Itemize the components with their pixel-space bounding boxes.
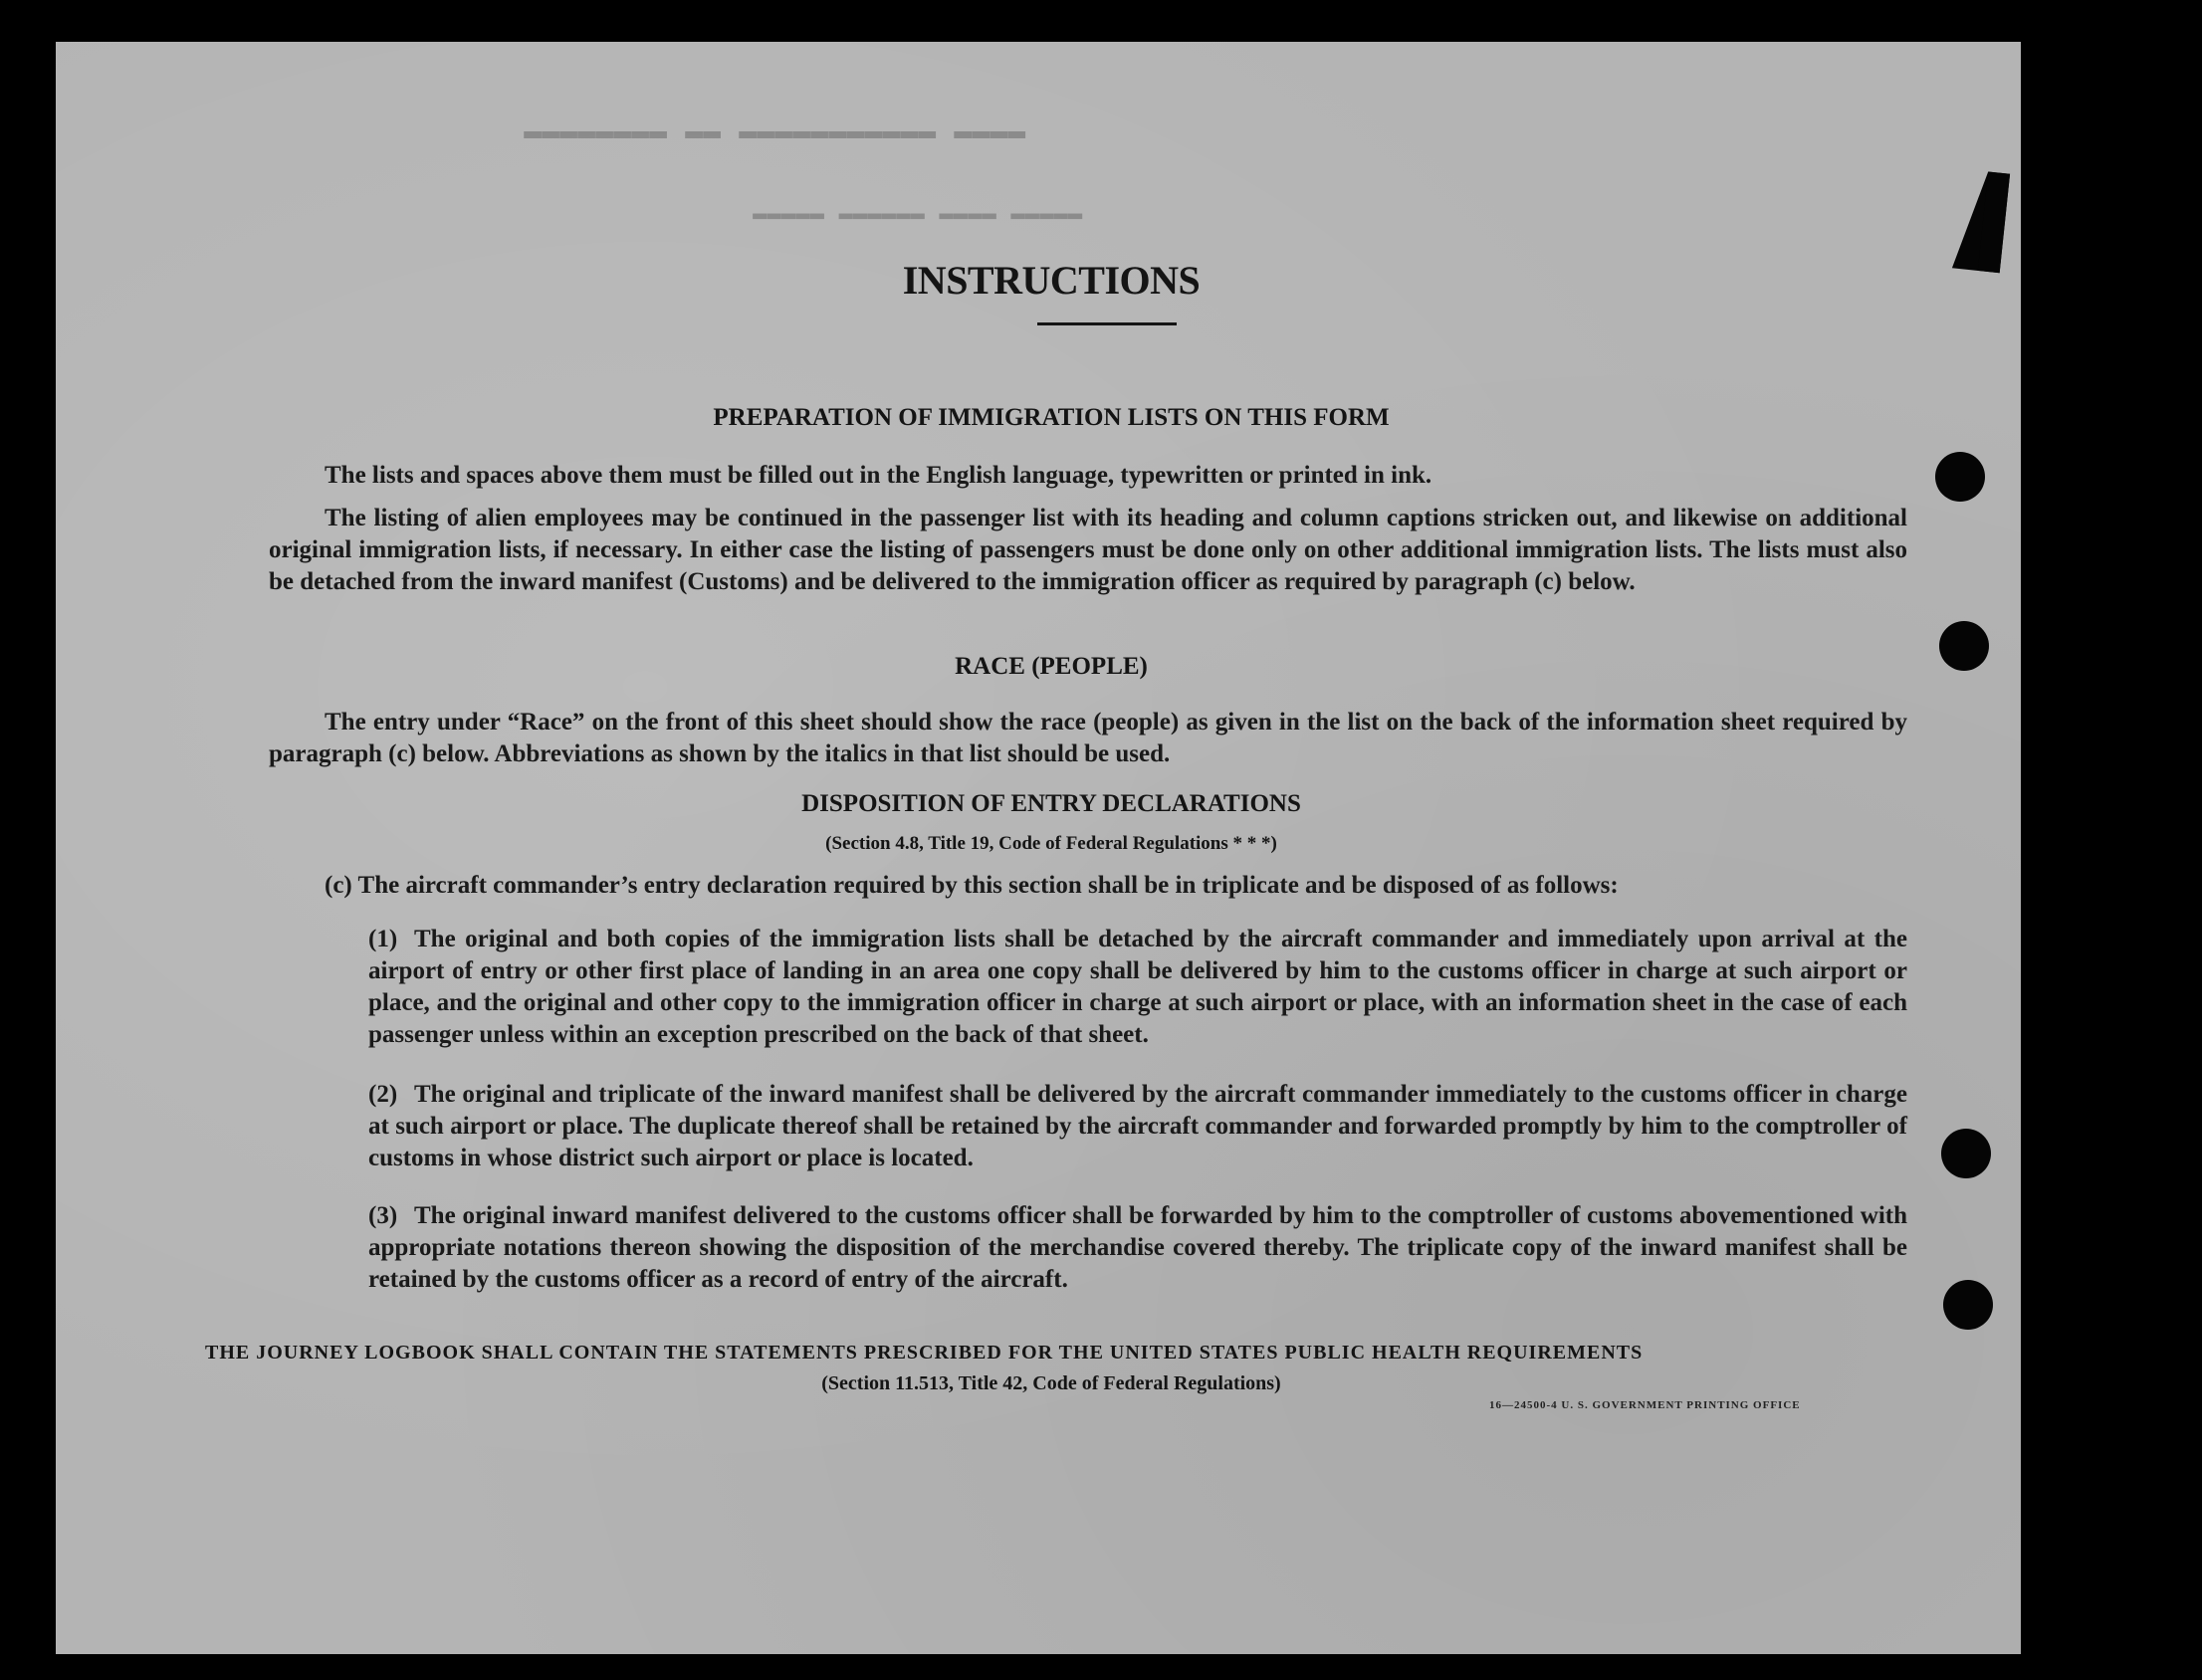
item-text: The original and triplicate of the inward manifest shall be delivered by the aircraft commander immediately to the customs officer in charge at such airport or place. The duplicate thereof shall be retained by the aircraft commander and forwarded promptly by him to the comptroller of customs in whose district such airport or place is located. <box>368 1081 1907 1171</box>
page-title: INSTRUCTIONS <box>902 258 1201 303</box>
document-sheet <box>56 42 2021 1654</box>
disposition-intro: (c) The aircraft commander’s entry declaration required by this section shall be in triplicate and be disposed of as follows: <box>325 872 1619 899</box>
bleed-through-texture-2: ▬▬▬▬▬ ▬▬▬▬ ▬▬▬▬▬▬ ▬▬▬▬▬ <box>753 201 1083 228</box>
item-number: (3) <box>368 1202 398 1229</box>
disposition-heading: DISPOSITION OF ENTRY DECLARATIONS <box>801 790 1301 817</box>
race-heading: RACE (PEOPLE) <box>955 653 1148 680</box>
disposition-subheading: (Section 4.8, Title 19, Code of Federal Regulations * * *) <box>825 833 1277 854</box>
item-text: The original inward manifest delivered to the customs officer shall be forwarded by him to the comptroller of customs abovementioned with appropriate notations thereon showing the disposition of the merchandise covered thereby. The triplicate copy of the inward manifest shall be retained by the customs officer as a record of entry of the aircraft. <box>368 1202 1907 1293</box>
printer-mark: 16—24500-4 U. S. GOVERNMENT PRINTING OFFICE <box>1489 1399 1801 1411</box>
item-text: The original and both copies of the immigration lists shall be detached by the aircraft commander and immediately upon arrival at the airport of entry or other first place of landing in an area one copy shall be delivered by him to the customs officer in charge at such airport or place, and the original and other copy to the immigration officer in charge at such airport or place, with an information sheet in the case of each passenger unless within an exception prescribed on the back of that sheet. <box>368 926 1907 1048</box>
race-paragraph: The entry under “Race” on the front of this sheet should show the race (people) as given in the list on the back of the information sheet required by paragraph (c) below. Abbreviations as shown by the italics in that list should be used. <box>269 709 1907 767</box>
prep-paragraph-1: The lists and spaces above them must be filled out in the English language, typewritten or printed in ink. <box>325 462 1432 489</box>
item-number: (1) <box>368 926 398 952</box>
punch-hole <box>1943 1280 1993 1330</box>
title-underline <box>1037 322 1177 325</box>
public-health-citation: (Section 11.513, Title 42, Code of Federal Regulations) <box>821 1372 1281 1394</box>
public-health-statement: THE JOURNEY LOGBOOK SHALL CONTAIN THE STATEMENTS PRESCRIBED FOR THE UNITED STATES PUBLIC HEALTH REQUIREMENTS <box>205 1342 1644 1364</box>
punch-hole <box>1941 1129 1991 1178</box>
prep-paragraph-2: The listing of alien employees may be continued in the passenger list with its heading and column captions stricken out, and likewise on additional original immigration lists, if necessary. In either case the listing of passengers must be done only on other additional immigration lists. The lists must also be detached from the inward manifest (Customs) and be delivered to the immigration officer as required by paragraph (c) below. <box>269 505 1907 595</box>
bleed-through-texture: ▬▬▬▬ ▬▬▬▬▬▬▬▬▬▬▬ ▬▬ ▬▬▬▬▬▬▬▬ <box>524 115 1026 149</box>
item-number: (2) <box>368 1081 398 1108</box>
punch-hole <box>1935 452 1985 502</box>
prep-heading: PREPARATION OF IMMIGRATION LISTS ON THIS FORM <box>713 404 1390 431</box>
punch-hole <box>1939 621 1989 671</box>
